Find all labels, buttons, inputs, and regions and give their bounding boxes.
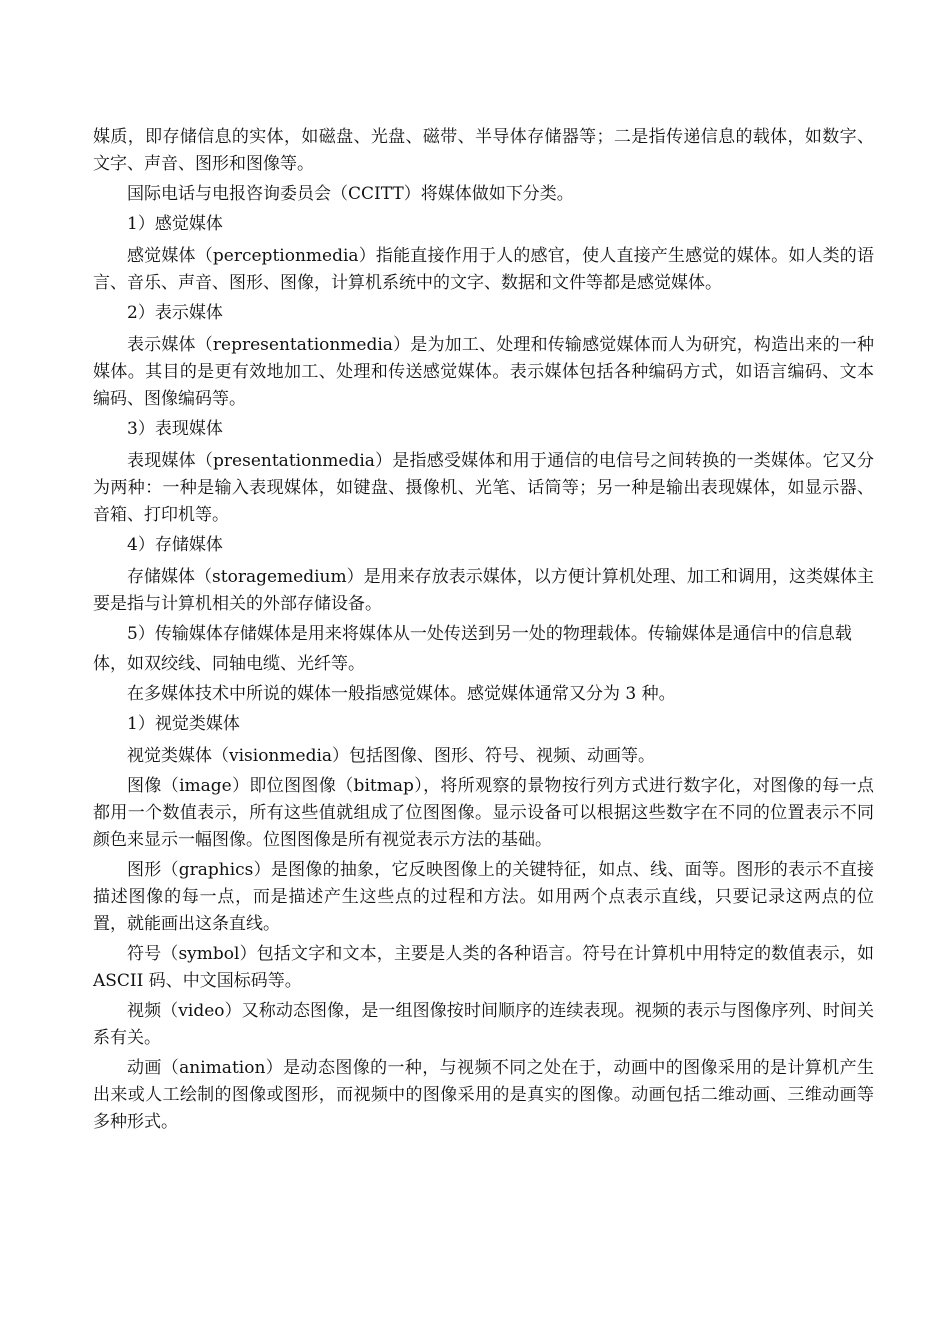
paragraph-ccitt-classification: 国际电话与电报咨询委员会（CCITT）将媒体做如下分类。: [127, 184, 574, 204]
heading-visual-media: 1）视觉类媒体: [127, 714, 240, 734]
heading-representation-media: 2）表示媒体: [127, 303, 223, 323]
paragraph-multimedia-sensory-types: 在多媒体技术中所说的媒体一般指感觉媒体。感觉媒体通常又分为 3 种。: [127, 684, 676, 704]
paragraph-presentation-media: 表现媒体（presentationmedia）是指感受媒体和用于通信的电信号之间转换的一类媒体。它又分为两种：一种是输入表现媒体，如键盘、摄像机、光笔、话筒等；另一种是输出表现媒体，如显示器、音箱、打印机等。: [93, 451, 874, 525]
heading-perception-media: 1）感觉媒体: [127, 214, 223, 234]
paragraph-media-definition-continued: 媒质，即存储信息的实体，如磁盘、光盘、磁带、半导体存储器等；二是指传递信息的载体，如数字、文字、声音、图形和图像等。: [93, 127, 874, 174]
heading-storage-media: 4）存储媒体: [127, 535, 223, 555]
transmission-media-text: 5）传输媒体存储媒体是用来将媒体从一处传送到另一处的物理载体。传输媒体是通信中的信息载: [127, 624, 852, 644]
paragraph-symbol: 符号（symbol）包括文字和文本，主要是人类的各种语言。符号在计算机中用特定的数值表示，如 ASCII 码、中文国标码等。: [93, 944, 874, 991]
paragraph-transmission-media-continued: 体，如双绞线、同轴电缆、光纤等。: [93, 654, 365, 674]
document-body: [93, 124, 874, 1139]
paragraph-representation-media: 表示媒体（representationmedia）是为加工、处理和传输感觉媒体而人为研究，构造出来的一种媒体。其目的是更有效地加工、处理和传送感觉媒体。表示媒体包括各种编码方式，如语言编码、文本编码、图像编码等。: [93, 335, 874, 409]
paragraph-video: 视频（video）又称动态图像，是一组图像按时间顺序的连续表现。视频的表示与图像序列、时间关系有关。: [93, 1001, 874, 1048]
heading-presentation-media: 3）表现媒体: [127, 419, 223, 439]
paragraph-perception-media: 感觉媒体（perceptionmedia）指能直接作用于人的感官，使人直接产生感觉的媒体。如人类的语言、音乐、声音、图形、图像，计算机系统中的文字、数据和文件等都是感觉媒体。: [93, 246, 874, 293]
paragraph-transmission-media: [93, 621, 874, 648]
paragraph-graphics: 图形（graphics）是图像的抽象，它反映图像上的关键特征，如点、线、面等。图形的表示不直接描述图像的每一点，而是描述产生这些点的过程和方法。如用两个点表示直线，只要记录这两点的位置，就能画出这条直线。: [93, 860, 874, 934]
paragraph-storage-media: 存储媒体（storagemedium）是用来存放表示媒体，以方便计算机处理、加工和调用，这类媒体主要是指与计算机相关的外部存储设备。: [93, 567, 874, 614]
paragraph-visual-media: 视觉类媒体（visionmedia）包括图像、图形、符号、视频、动画等。: [127, 746, 656, 766]
paragraph-animation: 动画（animation）是动态图像的一种，与视频不同之处在于，动画中的图像采用的是计算机产生出来或人工绘制的图像或图形，而视频中的图像采用的是真实的图像。动画包括二维动画、三维动画等多种形式。: [93, 1058, 874, 1132]
paragraph-image: 图像（image）即位图图像（bitmap），将所观察的景物按行列方式进行数字化，对图像的每一点都用一个数值表示，所有这些值就组成了位图图像。显示设备可以根据这些数字在不同的位置表示不同颜色来显示一幅图像。位图图像是所有视觉表示方法的基础。: [93, 776, 874, 850]
